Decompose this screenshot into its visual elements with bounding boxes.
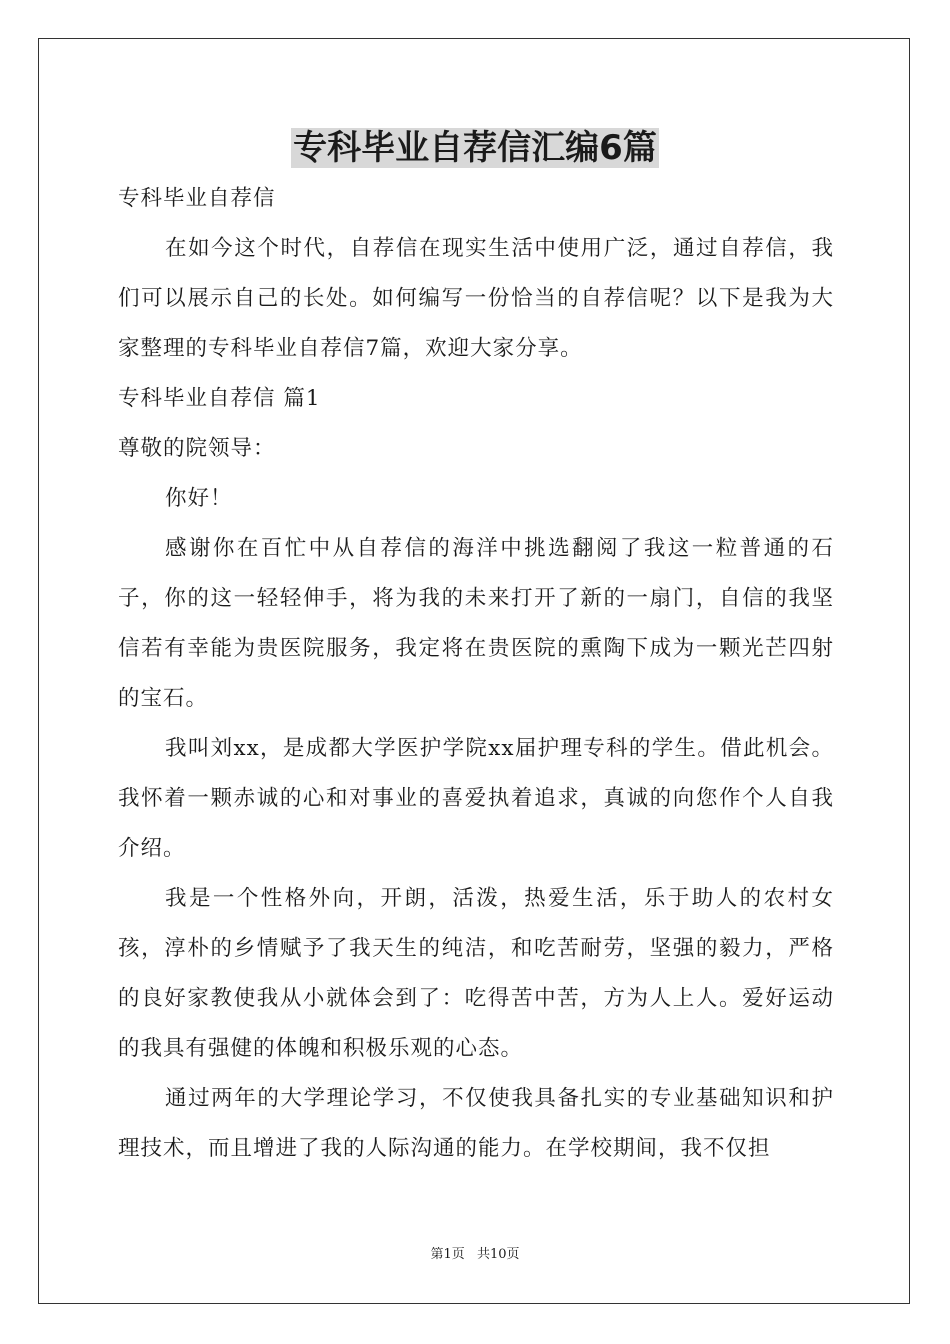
paragraph: 专科毕业自荐信 (118, 186, 276, 211)
paragraph: 在如今这个时代，自荐信在现实生活中使用广泛，通过自荐信，我们可以展示自己的长处。如何编写一份恰当的自荐信呢？以下是我为大家整理的专科毕业自荐信7篇，欢迎大家分享。 (118, 236, 834, 361)
paragraph: 感谢你在百忙中从自荐信的海洋中挑选翻阅了我这一粒普通的石子，你的这一轻轻伸手，将为我的未来打开了新的一扇门，自信的我坚信若有幸能为贵医院服务，我定将在贵医院的熏陶下成为一颗光芒四射的宝石。 (118, 536, 834, 711)
document-title (0, 124, 950, 172)
paragraph: 尊敬的院领导： (118, 436, 276, 461)
paragraph: 我是一个性格外向，开朗，活泼，热爱生活，乐于助人的农村女孩，淳朴的乡情赋予了我天生的纯洁，和吃苦耐劳，坚强的毅力，严格的良好家教使我从小就体会到了：吃得苦中苦，方为人上人。爱好运动的我具有强健的体魄和积极乐观的心态。 (118, 886, 834, 1061)
paragraph: 你好！ (165, 486, 233, 511)
page-footer (0, 1246, 950, 1264)
document-title-text: 专科毕业自荐信汇编6篇 (293, 128, 657, 168)
document-body (118, 174, 834, 1174)
page-total: 共10页 (476, 1247, 520, 1262)
paragraph: 通过两年的大学理论学习，不仅使我具备扎实的专业基础知识和护理技术，而且增进了我的人际沟通的能力。在学校期间，我不仅担 (118, 1086, 834, 1161)
page-number: 第1页 (430, 1247, 465, 1262)
paragraph: 我叫刘xx，是成都大学医护学院xx届护理专科的学生。借此机会。我怀着一颗赤诚的心和对事业的喜爱执着追求，真诚的向您作个人自我介绍。 (118, 736, 834, 861)
paragraph: 专科毕业自荐信 篇1 (118, 386, 321, 411)
